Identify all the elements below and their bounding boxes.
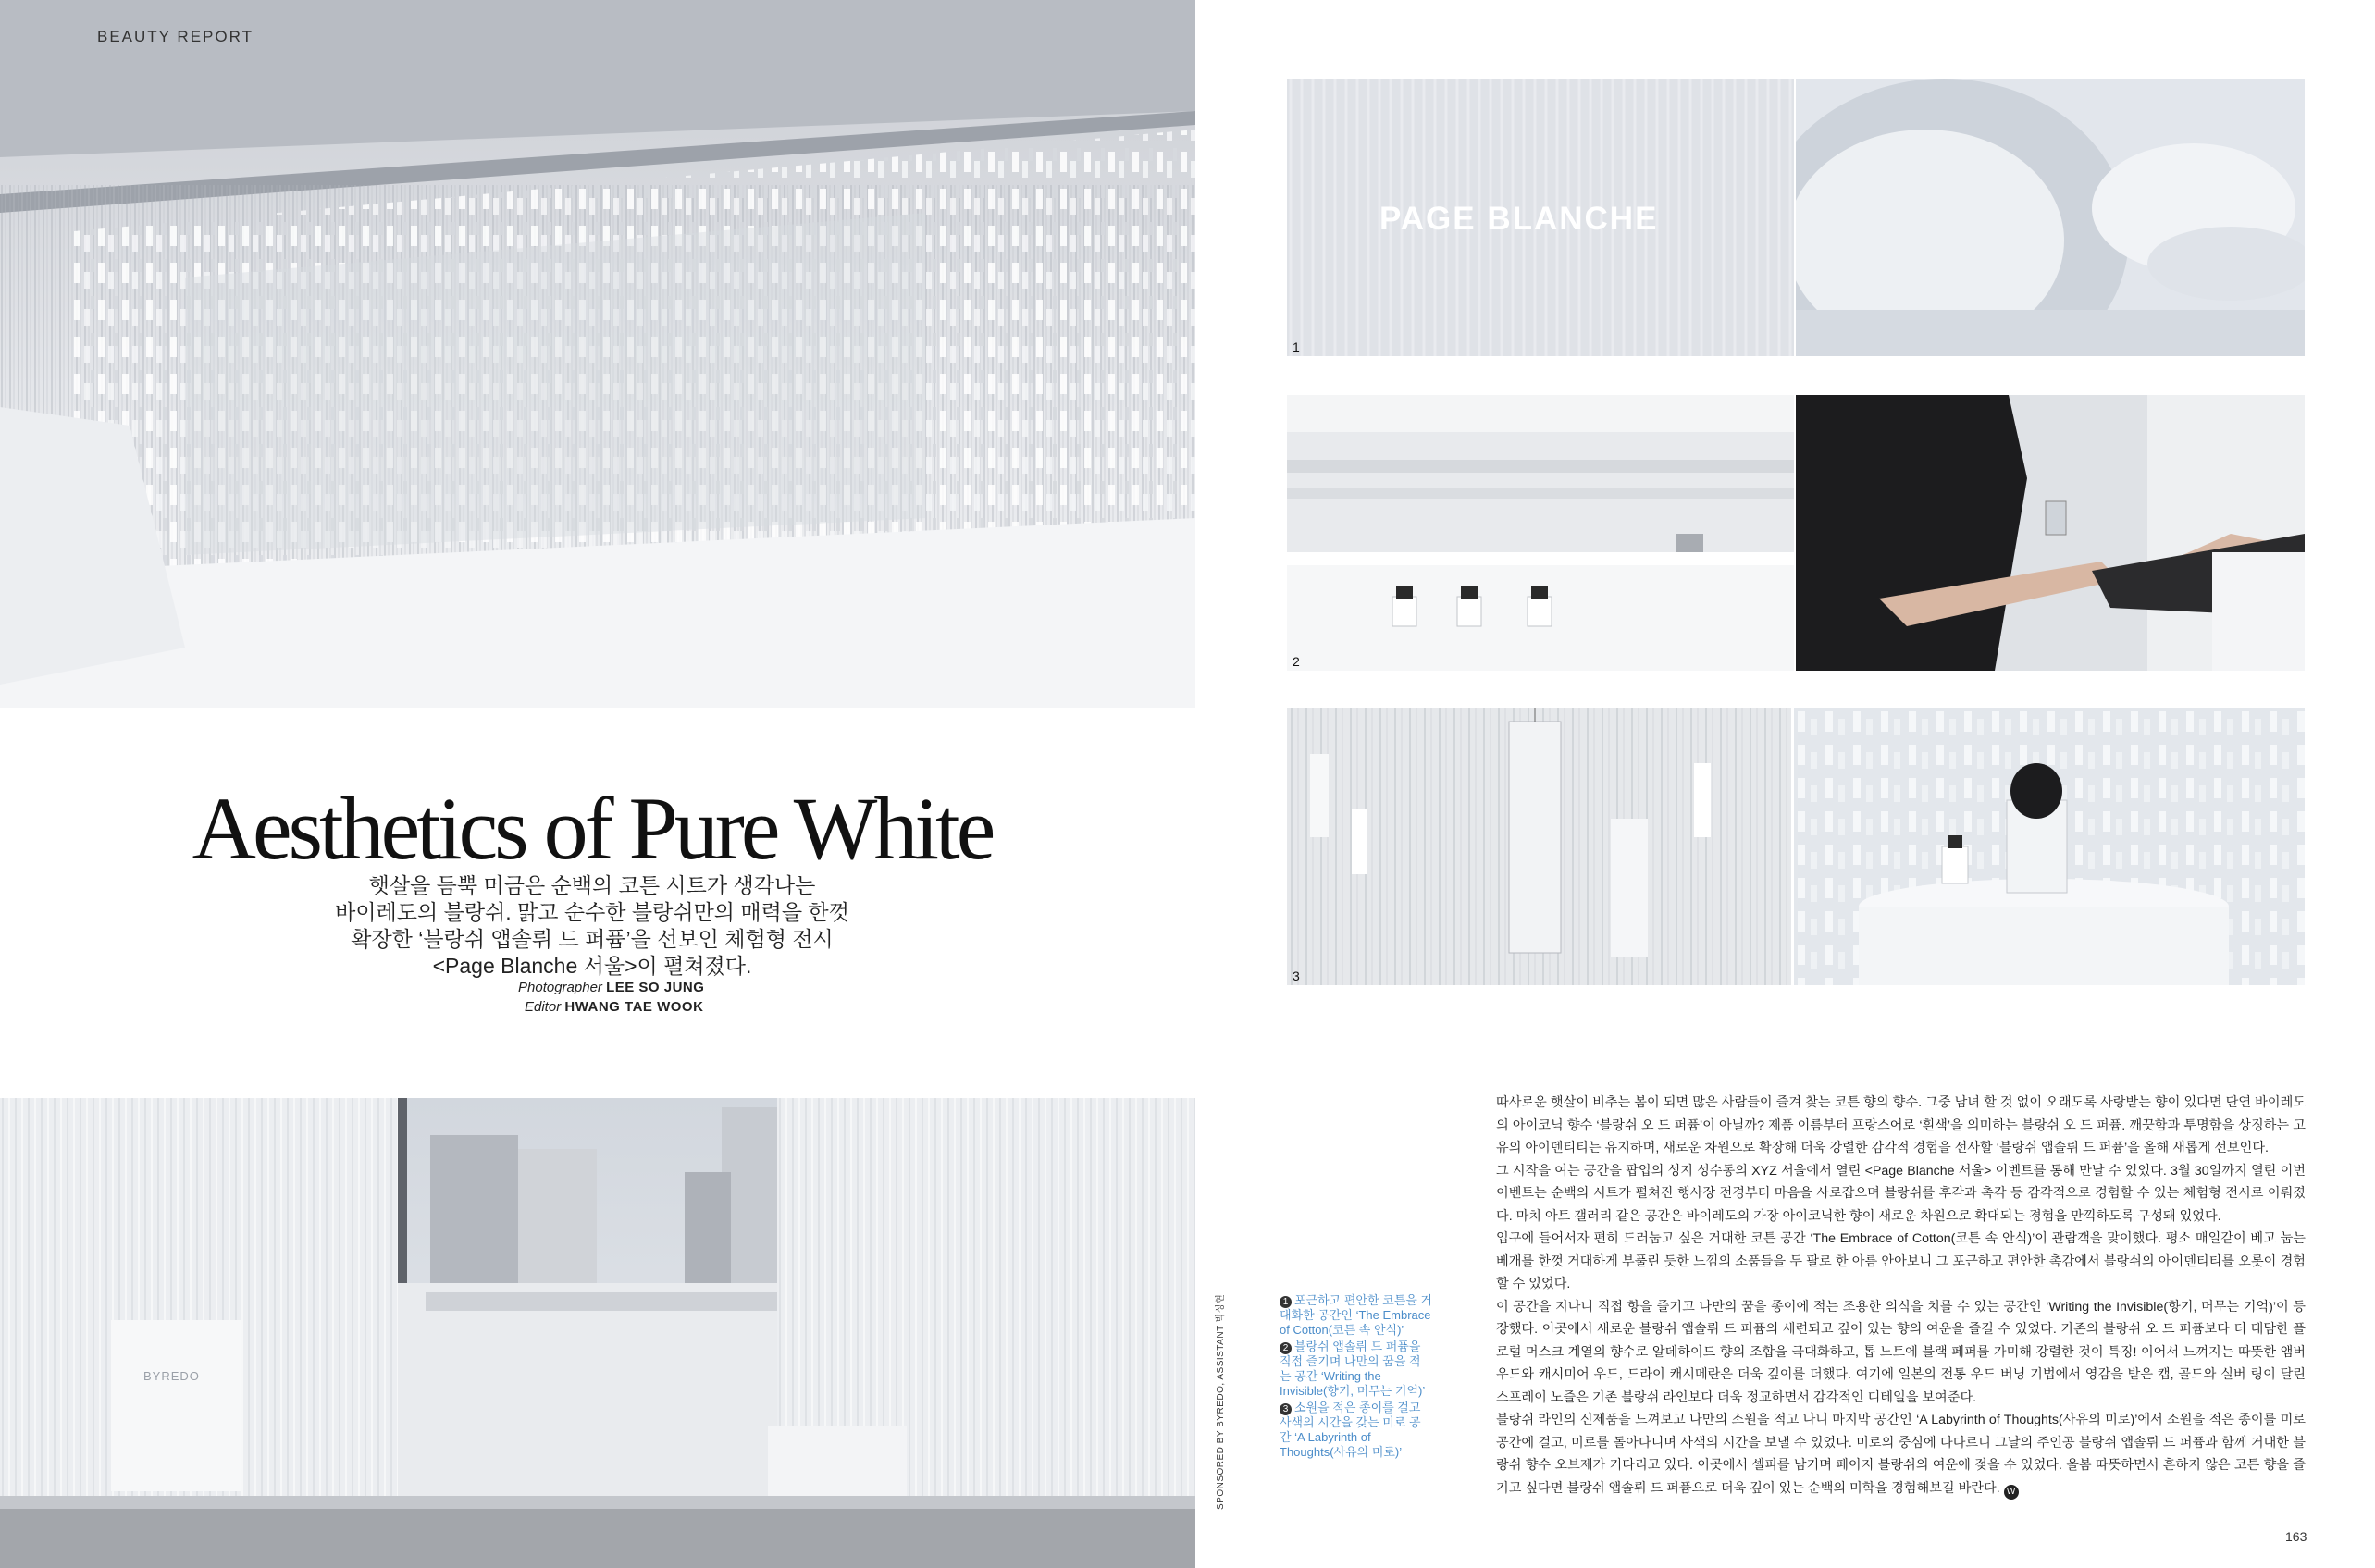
storefront-sign: BYREDO (143, 1369, 200, 1383)
photo-number-2: 2 (1293, 654, 1300, 669)
photo-2-spraying-perfume (1796, 395, 2305, 671)
body-paragraph: 입구에 들어서자 편히 드러눕고 싶은 거대한 코튼 공간 ‘The Embrace of Cotton(코튼 속 안식)’이 관람객을 맞이했다. 평소 매일같이 베고 눕는 베개를 한껏 거대하게 부풀린 듯한 느낌의 소품들을 두 팔로 한 아름 안아보니 그 포근하고 편안한 촉감에서 블랑쉬의 아이덴티티를 오롯이 경험할 수 있었다. (1496, 1231, 2306, 1291)
page-number: 163 (2285, 1529, 2307, 1544)
photo-captions (1280, 1293, 1432, 1462)
caption-text: 블랑쉬 앱솔뤼 드 퍼퓸을 직접 즐기며 나만의 꿈을 적는 공간 ‘Writing the Invisible(향기, 머무는 기억)’ (1280, 1340, 1426, 1398)
article-title: Aesthetics of Pure White (192, 779, 993, 878)
caption-text: 포근하고 편안한 코튼을 거대화한 공간인 ‘The Embrace of Cotton(코튼 속 안식)’ (1280, 1293, 1432, 1337)
caption-number: 1 (1280, 1296, 1292, 1308)
lead-line: 바이레도의 블랑쉬. 맑고 순수한 블랑쉬만의 매력을 한껏 (335, 900, 849, 924)
caption-2 (1280, 1340, 1432, 1399)
body-paragraph: 이 공간을 지나니 직접 향을 즐기고 나만의 꿈을 종이에 적는 조용한 의식을 치를 수 있는 공간인 ‘Writing the Invisible(향기, 머무는 기억)’이 등장했다. 이곳에서 새로운 블랑쉬 앱솔뤼 드 퍼퓸의 세련되고 깊이 있는 향의 여운을 즐길 수 있었다. 기존의 블랑쉬 오 드 퍼퓸보다 더 대담한 플로럴 머스크 계열의 향수로 알데하이드 향의 조합을 극대화하고, 톱 노트에 블랙 페퍼를 가미해 강렬한 것이 특징! 이어서 느껴지는 따뜻한 앰버 우드와 캐시미어 우드, 드라이 캐시메란은 더욱 깊이를 더했다. 여기에 일본의 전통 우드 버닝 기법에서 영감을 받은 캡, 골드와 실버 링이 달린 스프레이 노즐은 기존 블랑쉬 라인보다 더욱 정교하면서 감각적인 디테일을 보여준다. (1496, 1299, 2306, 1405)
editor-name: HWANG TAE WOOK (564, 999, 704, 1015)
photo-number-1: 1 (1293, 340, 1300, 354)
section-label: BEAUTY REPORT (97, 28, 254, 45)
lead-line: 햇살을 듬뿍 머금은 순백의 코튼 시트가 생각나는 (368, 873, 816, 897)
body-paragraph: 그 시작을 여는 공간을 팝업의 성지 성수동의 XYZ 서울에서 열린 <Page Blanche 서울> 이벤트를 통해 만날 수 있었다. 3월 30일까지 열린 이번 이벤트는 순백의 시트가 펼쳐진 행사장 전경부터 마음을 사로잡으며 블랑쉬를 후각과 촉각 등 감각적으로 경험할 수 있는 체험형 전시로 이뤄졌다. 마치 아트 갤러리 같은 공간은 바이레도의 가장 아이코닉한 향이 새로운 차원으로 확대되는 경험을 만끽하도록 구성돼 있었다. (1496, 1163, 2306, 1224)
editor-label: Editor (525, 999, 562, 1015)
photographer-label: Photographer (518, 980, 602, 995)
storefront-photo (0, 1098, 1195, 1568)
lead-line: 확장한 ‘블랑쉬 앱솔뤼 드 퍼퓸’을 선보인 체험형 전시 (351, 927, 834, 951)
photographer-credit (518, 980, 704, 995)
body-paragraph (1496, 1409, 2306, 1500)
body-paragraph-text: 블랑쉬 라인의 신제품을 느껴보고 나만의 소원을 적고 나니 마지막 공간인 ‘A Labyrinth of Thoughts(사유의 미로)’에서 소원을 적은 종이를 미로 공간에 걸고, 미로를 돌아다니며 사색의 시간을 보낼 수 있었다. 미로의 중심에 다다르니 그날의 주인공 블랑쉬 앱솔뤼 드 퍼퓸과 함께 거대한 블랑쉬 향수 오브제가 기다리고 있다. 이곳에서 셀피를 남기며 페이지 블랑쉬의 여운에 젖을 수 있었다. 올봄 따뜻하면서 흔하지 않은 코튼 향을 즐기고 싶다면 블랑쉬 앱솔뤼 드 퍼퓸으로 더욱 깊이 있는 순백의 미학을 경험해보길 바란다. (1496, 1413, 2306, 1496)
caption-number: 3 (1280, 1403, 1292, 1415)
caption-3 (1280, 1401, 1432, 1460)
hero-photo-installation (0, 0, 1195, 708)
photographer-name: LEE SO JUNG (606, 980, 705, 995)
end-mark-icon: W (2004, 1485, 2019, 1500)
photo-3-perfume-display (1794, 708, 2305, 985)
editor-credit (525, 999, 703, 1015)
photo-1-cushions (1796, 79, 2305, 356)
photo-1-page-blanche-sign (1287, 79, 1794, 356)
caption-number: 2 (1280, 1342, 1292, 1354)
photo-2-bottles-counter (1287, 395, 1794, 671)
caption-1 (1280, 1293, 1432, 1338)
article-lead (278, 872, 907, 980)
page-blanche-sign: PAGE BLANCHE (1379, 201, 1659, 237)
article-body (1496, 1092, 2306, 1500)
sponsor-note (1210, 1293, 1231, 1510)
sponsor-text: SPONSORED BY BYREDO, ASSISTANT 박성현 (1216, 1293, 1226, 1510)
lead-line: <Page Blanche 서울>이 펼쳐졌다. (432, 954, 752, 978)
caption-text: 소원을 적은 종이를 걸고 사색의 시간을 갖는 미로 공간 ‘A Labyrinth of Thoughts(사유의 미로)’ (1280, 1401, 1421, 1459)
photo-number-3: 3 (1293, 969, 1300, 983)
photo-3-wish-tags (1287, 708, 1791, 985)
body-paragraph: 따사로운 햇살이 비추는 봄이 되면 많은 사람들이 즐겨 찾는 코튼 향의 향수. 그중 남녀 할 것 없이 오래도록 사랑받는 향이 있다면 단연 바이레도의 아이코닉 향수 ‘블랑쉬 오 드 퍼퓸’이 아닐까? 제품 이름부터 프랑스어로 ‘흰색’을 의미하는 블랑쉬 오 드 퍼퓸. 깨끗함과 투명함을 상징하는 고유의 아이덴티티는 유지하며, 새로운 차원으로 확장해 더욱 강렬한 감각적 경험을 선사할 ‘블랑쉬 앱솔뤼 드 퍼퓸’을 올해 새롭게 선보인다. (1496, 1095, 2306, 1155)
